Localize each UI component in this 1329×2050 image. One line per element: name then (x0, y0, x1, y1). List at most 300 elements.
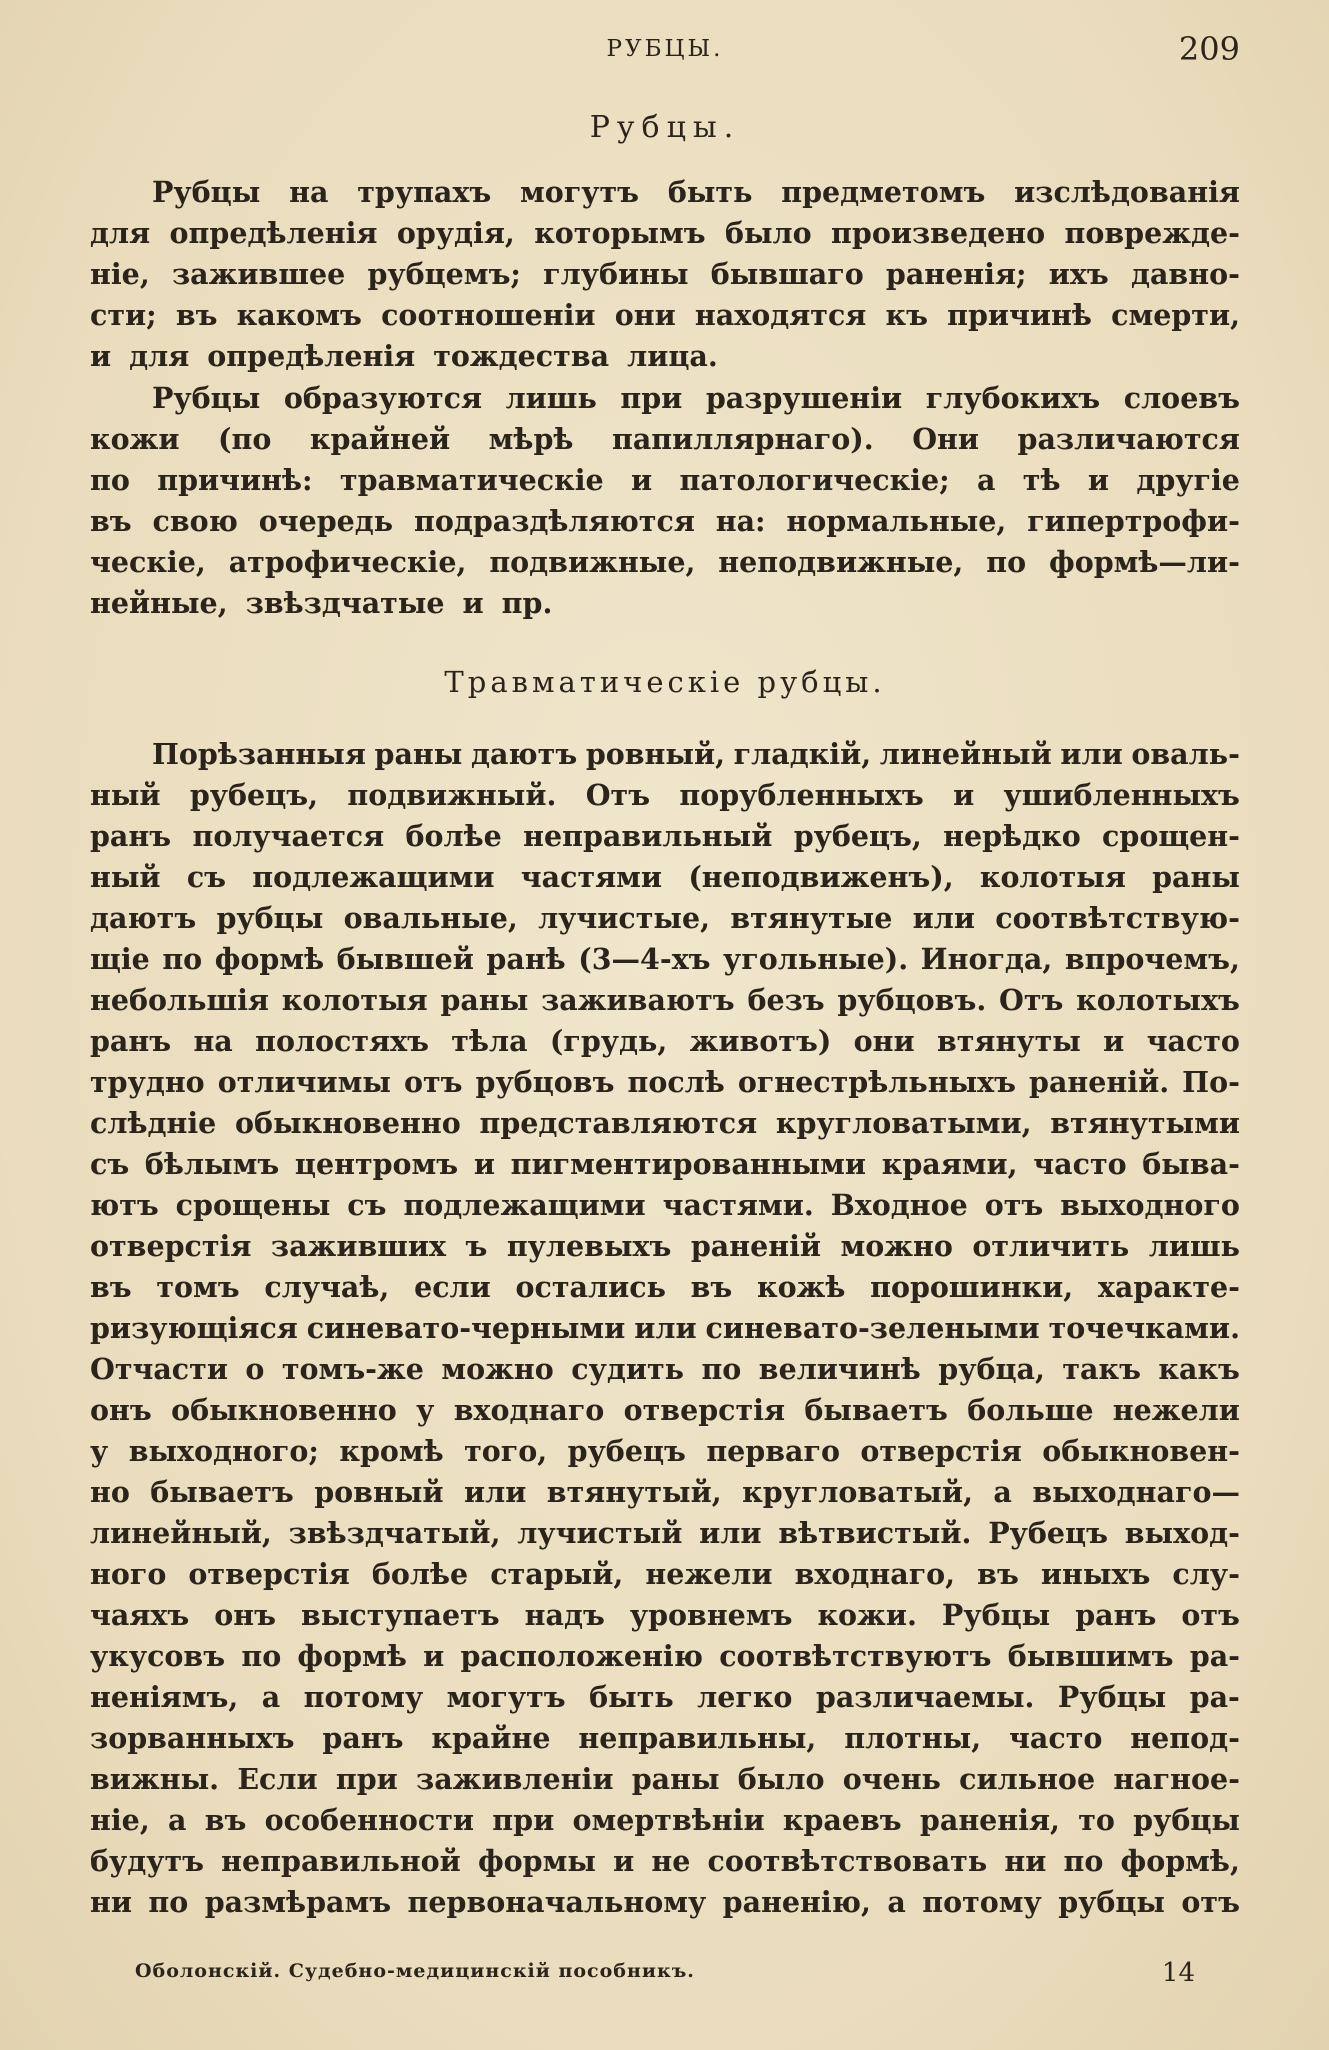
word: рубцы (216, 901, 324, 935)
word: на (289, 175, 329, 209)
word: чаяхъ (90, 1598, 190, 1632)
text-line (90, 1800, 1240, 1841)
text-line (90, 213, 1240, 254)
word: какомъ (236, 298, 362, 332)
word: формы (477, 1844, 596, 1878)
word: отверстія (860, 1434, 1022, 1468)
word: на (193, 1024, 233, 1058)
text-line (90, 980, 1240, 1021)
word: послѣ (627, 1065, 725, 1099)
word: ютъ (90, 1188, 159, 1222)
word: къ (885, 298, 928, 332)
word: порошинки, (870, 1270, 1074, 1304)
word: величинѣ (758, 1352, 921, 1386)
text-line (90, 1677, 1240, 1718)
word: а (887, 1885, 906, 1919)
word: а (993, 1475, 1012, 1509)
word: если (414, 1270, 491, 1304)
word: Иногда, (920, 942, 1053, 976)
word: оваль- (1131, 737, 1240, 771)
word: для (129, 339, 190, 373)
word: характе- (1097, 1270, 1240, 1304)
word: болѣе (371, 1557, 469, 1591)
word: ни (90, 1885, 132, 1919)
text-line (90, 295, 1240, 336)
word: легко (697, 1680, 793, 1714)
word: они (853, 1024, 915, 1058)
word: было (724, 216, 812, 250)
word: ранъ (322, 1721, 404, 1755)
word: подвижный. (347, 778, 557, 812)
word: ранѣ (486, 942, 566, 976)
word: сти; (90, 298, 157, 332)
word: слоевъ (1123, 381, 1240, 415)
word: смерти, (1111, 298, 1240, 332)
word: ихъ (1048, 257, 1109, 291)
word: укусовъ (90, 1639, 226, 1673)
page-footer (135, 1958, 1195, 1988)
text-line (90, 1226, 1240, 1267)
word: (неподвиженъ), (688, 860, 954, 894)
word: глубокихъ (925, 381, 1101, 415)
word: Входное (830, 1188, 968, 1222)
word: нейные, (90, 586, 228, 620)
text-line (90, 775, 1240, 816)
word: зажившее (171, 257, 346, 291)
word: выход- (1124, 1516, 1240, 1550)
word: поврежде- (1064, 216, 1240, 250)
word: заживленіи (416, 1762, 614, 1796)
word: втянутые (730, 901, 893, 935)
word: предметомъ (781, 175, 986, 209)
word: подвижные, (489, 545, 696, 579)
word: точечками. (1048, 1311, 1240, 1345)
word: нерѣдко (943, 819, 1081, 853)
word: другіе (1136, 463, 1240, 497)
word: часто (1146, 1024, 1240, 1058)
word: втянуты (936, 1024, 1081, 1058)
word: рубецъ, (189, 778, 319, 812)
word: гладкій, (733, 737, 872, 771)
word: слѣдніе (90, 1106, 217, 1140)
word: лучистые, (538, 901, 711, 935)
word: срощены (175, 1188, 331, 1222)
word: Отъ (585, 778, 651, 812)
word: причинѣ (947, 298, 1092, 332)
word: безъ (747, 983, 825, 1017)
word: при (492, 1803, 555, 1837)
word: рубца, (938, 1352, 1045, 1386)
text-line (90, 254, 1240, 295)
word: раненій (690, 1229, 822, 1263)
word: отличить (972, 1229, 1130, 1263)
word: даютъ (470, 737, 578, 771)
word: тѣла (451, 1024, 528, 1058)
word: линейный (879, 737, 1052, 771)
word: потому (303, 1680, 424, 1714)
word: ранъ (1075, 1598, 1157, 1632)
word: свою (152, 504, 238, 538)
word: быва- (1142, 1147, 1240, 1181)
word: въ (90, 1270, 132, 1304)
word: раны (440, 983, 529, 1017)
word: (по (218, 422, 272, 456)
word: краевъ (782, 1803, 902, 1837)
section-heading-traumatic: Травматическіе рубцы. (444, 665, 886, 699)
paragraph-3 (90, 734, 1240, 1923)
word: получается (192, 819, 385, 853)
word: ра- (1189, 1680, 1240, 1714)
word: быть (589, 1680, 674, 1714)
word: раны (1152, 860, 1240, 894)
word: а (168, 1803, 187, 1837)
word: у (416, 1393, 435, 1427)
word: Рубецъ (988, 1516, 1108, 1550)
word: Отчасти (90, 1352, 228, 1386)
word: у (90, 1434, 109, 1468)
word: а (261, 1680, 281, 1714)
word: по (986, 545, 1027, 579)
text-line (90, 1062, 1240, 1103)
word: остались (515, 1270, 666, 1304)
word: трудно (90, 1065, 205, 1099)
word: будутъ (90, 1844, 205, 1878)
word: крайне (431, 1721, 551, 1755)
word: плотны, (844, 1721, 982, 1755)
word: кожи. (817, 1598, 917, 1632)
word: рубецъ, (793, 819, 922, 853)
word: кромѣ (339, 1434, 444, 1468)
word: ніе, (90, 1803, 150, 1837)
word: трупахъ (357, 175, 492, 209)
word: перваго (706, 1434, 840, 1468)
word: патологическіе; (679, 463, 950, 497)
word: впрочемъ, (1064, 942, 1240, 976)
word: сильное (959, 1762, 1096, 1796)
word: орудія, (396, 216, 515, 250)
word: быть (667, 175, 753, 209)
word: соотвѣтствую- (995, 901, 1240, 935)
word: раненія, (919, 1803, 1060, 1837)
word: отверстія (188, 1557, 350, 1591)
word: непод- (1130, 1721, 1240, 1755)
word: судить (571, 1352, 684, 1386)
word: атрофическіе, (228, 545, 467, 579)
word: бываетъ (804, 1393, 948, 1427)
word: подлежащими (252, 860, 495, 894)
word: синевато-зелеными (705, 1311, 1040, 1345)
word: формѣ, (1120, 1844, 1240, 1878)
word: входнаго (453, 1393, 605, 1427)
word: срощен- (1102, 819, 1240, 853)
word: съ (90, 1147, 130, 1181)
word: ранъ (90, 819, 172, 853)
word: нежели (645, 1557, 773, 1591)
word: угольные). (723, 942, 909, 976)
word: частями (520, 860, 663, 894)
word: пр. (501, 586, 553, 620)
word: нормальные, (786, 504, 1007, 538)
word: Рубцы (152, 175, 261, 209)
word: слу- (1172, 1557, 1240, 1591)
text-line (90, 1718, 1240, 1759)
word: кругловатыми, (775, 1106, 1032, 1140)
text-line (90, 1185, 1240, 1226)
word: или (699, 1516, 762, 1550)
word: овальные, (343, 901, 518, 935)
word: онъ (90, 1393, 152, 1427)
word: отъ (984, 1188, 1044, 1222)
text-line (90, 1390, 1240, 1431)
word: по (701, 1352, 742, 1386)
word: животъ) (689, 1024, 832, 1058)
word: которымъ (534, 216, 706, 250)
word: ный (90, 860, 161, 894)
word: представляются (479, 1106, 758, 1140)
word: пулевыхъ (506, 1229, 672, 1263)
word: ранъ (90, 1024, 172, 1058)
text-line (90, 1882, 1240, 1923)
word: зорванныхъ (90, 1721, 295, 1755)
word: болѣе (405, 819, 502, 853)
text-line (90, 816, 1240, 857)
text-line (90, 501, 1240, 542)
word: пигментированными (510, 1147, 867, 1181)
word: различаемы. (815, 1680, 1035, 1714)
word: размѣрамъ (204, 1885, 392, 1919)
word: ного (90, 1557, 167, 1591)
word: вижны. (90, 1762, 220, 1796)
word: подраздѣляются (413, 504, 695, 538)
word: колотыя (979, 860, 1126, 894)
word: и (423, 1639, 445, 1673)
word: изслѣдованія (1014, 175, 1240, 209)
word: давно- (1130, 257, 1240, 291)
word: старый, (490, 1557, 624, 1591)
word: кожи (90, 422, 180, 456)
word: расположенію (460, 1639, 703, 1673)
text-line (90, 939, 1240, 980)
word: рубцовъ. (837, 983, 987, 1017)
word: лица. (627, 339, 718, 373)
word: они (614, 298, 676, 332)
word: особенности (264, 1803, 475, 1837)
word: очень (842, 1762, 941, 1796)
word: тѣ (1022, 463, 1061, 497)
word: ни (1004, 1844, 1047, 1878)
footer-imprint: Оболонскій. Судебно-медицинскій пособникъ. (135, 1960, 695, 1982)
word: рубцемъ; (367, 257, 521, 291)
word: глубины (543, 257, 689, 291)
word: случаѣ, (264, 1270, 390, 1304)
word: центромъ (294, 1147, 459, 1181)
word: подлежащими (403, 1188, 646, 1222)
page-number: 209 (1178, 30, 1240, 68)
word: ризующіяся (90, 1311, 298, 1345)
word: было (737, 1762, 825, 1796)
word: щіе (90, 942, 150, 976)
section-heading-rubtsy: Рубцы. (589, 110, 741, 145)
word: томъ (156, 1270, 240, 1304)
word: гипертрофи- (1027, 504, 1240, 538)
word: и (1087, 463, 1109, 497)
word: отъ (1181, 1885, 1240, 1919)
word: или (912, 901, 975, 935)
word: формѣ (214, 942, 325, 976)
text-line (90, 1021, 1240, 1062)
text-line (90, 734, 1240, 775)
word: и (631, 463, 653, 497)
word: опредѣленія (207, 339, 416, 373)
running-title: РУБЦЫ. (606, 36, 724, 62)
word: и (953, 778, 975, 812)
word: втянутыми (1050, 1106, 1240, 1140)
text-line (90, 172, 1240, 213)
text-line (90, 1308, 1240, 1349)
word: при (620, 381, 683, 415)
word: обыкновен- (1042, 1434, 1240, 1468)
text-line (90, 1513, 1240, 1554)
text-line (90, 583, 1240, 624)
word: того, (464, 1434, 548, 1468)
word: по (148, 1885, 189, 1919)
word: линейный, (90, 1516, 272, 1550)
word: синевато-черными (306, 1311, 626, 1345)
word: нежели (1112, 1393, 1240, 1427)
word: ушибленныхъ (1003, 778, 1240, 812)
word: отверстія (623, 1393, 786, 1427)
paragraph-2 (90, 378, 1240, 624)
word: лишь (1148, 1229, 1240, 1263)
word: вѣтвистый. (778, 1516, 972, 1550)
word: рубцы (1058, 1885, 1165, 1919)
text-line (90, 378, 1240, 419)
word: очередь (258, 504, 394, 538)
word: то (1078, 1803, 1115, 1837)
word: Рубцы (1057, 1680, 1167, 1714)
word: раненію, (722, 1885, 871, 1919)
text-line (90, 1267, 1240, 1308)
word: раненія; (885, 257, 1027, 291)
paragraph-1 (90, 172, 1240, 377)
text-line (90, 1431, 1240, 1472)
word: лишь (505, 381, 597, 415)
word: надъ (524, 1598, 605, 1632)
word: бывшаго (710, 257, 864, 291)
word: кругловатый, (742, 1475, 973, 1509)
word: Рубцы (941, 1598, 1051, 1632)
word: разрушеніи (705, 381, 903, 415)
word: лучистый (517, 1516, 683, 1550)
word: обыкновенно (171, 1393, 397, 1427)
word: и (90, 339, 112, 373)
word: краями, (881, 1147, 1018, 1181)
word: часто (1009, 1721, 1103, 1755)
word: бѣлымъ (144, 1147, 280, 1181)
word: опредѣленія (169, 216, 378, 250)
word: и (613, 1844, 635, 1878)
text-line (90, 1636, 1240, 1677)
word: огнестрѣльныхъ (737, 1065, 1016, 1099)
word: формѣ (297, 1639, 407, 1673)
text-line (90, 1349, 1240, 1390)
word: или (463, 1475, 527, 1509)
word: частями. (662, 1188, 814, 1222)
word: нагное- (1113, 1762, 1240, 1796)
word: по (90, 463, 130, 497)
word: выходного; (128, 1434, 319, 1468)
word: соотвѣтствовать (707, 1844, 988, 1878)
word: по (1063, 1844, 1104, 1878)
word: рубцовъ (475, 1065, 615, 1099)
word: съ (186, 860, 227, 894)
word: о (245, 1352, 265, 1386)
running-head (90, 30, 1240, 70)
word: кожѣ (757, 1270, 846, 1304)
word: неправильной (221, 1844, 461, 1878)
word: можно (441, 1352, 554, 1386)
text-line (90, 898, 1240, 939)
word: при (335, 1762, 398, 1796)
word: небольшія (90, 983, 269, 1017)
word: Рубцы (152, 381, 261, 415)
word: крайней (309, 422, 451, 456)
word: отъ (403, 1065, 463, 1099)
word: раненій. (1029, 1065, 1170, 1099)
text-line (90, 1144, 1240, 1185)
word: раны (631, 1762, 720, 1796)
word: бывшимъ (1007, 1639, 1174, 1673)
word: произведено (831, 216, 1046, 250)
word: въ (204, 1803, 247, 1837)
word: неправильный (523, 819, 773, 853)
word: Если (237, 1762, 318, 1796)
word: находятся (694, 298, 867, 332)
word: можно (840, 1229, 953, 1263)
text-line (90, 857, 1240, 898)
word: для (90, 216, 151, 250)
text-line (90, 336, 1240, 377)
word: ніе, (90, 257, 150, 291)
word: и (462, 586, 484, 620)
word: заживших (270, 1229, 447, 1263)
word: и (1103, 1024, 1125, 1058)
word: ровный, (585, 737, 726, 771)
word: въ (90, 504, 132, 538)
word: и (473, 1147, 495, 1181)
word: онъ (214, 1598, 276, 1632)
word: рубецъ (567, 1434, 686, 1468)
word: входнаго, (794, 1557, 956, 1591)
word: По- (1182, 1065, 1240, 1099)
word: неподвижные, (718, 545, 964, 579)
word: часто (1033, 1147, 1127, 1181)
word: ъ (465, 1229, 488, 1263)
word: ра- (1189, 1639, 1240, 1673)
word: соотвѣтствуютъ (719, 1639, 992, 1673)
word: въ (175, 298, 218, 332)
word: колотыхъ (1076, 983, 1240, 1017)
word: но (90, 1475, 130, 1509)
word: раны (374, 737, 463, 771)
word: колотыя (281, 983, 428, 1017)
word: Они (912, 422, 980, 456)
word: обыкновенно (235, 1106, 461, 1140)
text-line (90, 1554, 1240, 1595)
word: заживаютъ (541, 983, 735, 1017)
word: на: (715, 504, 766, 538)
word: неправильны, (578, 1721, 817, 1755)
